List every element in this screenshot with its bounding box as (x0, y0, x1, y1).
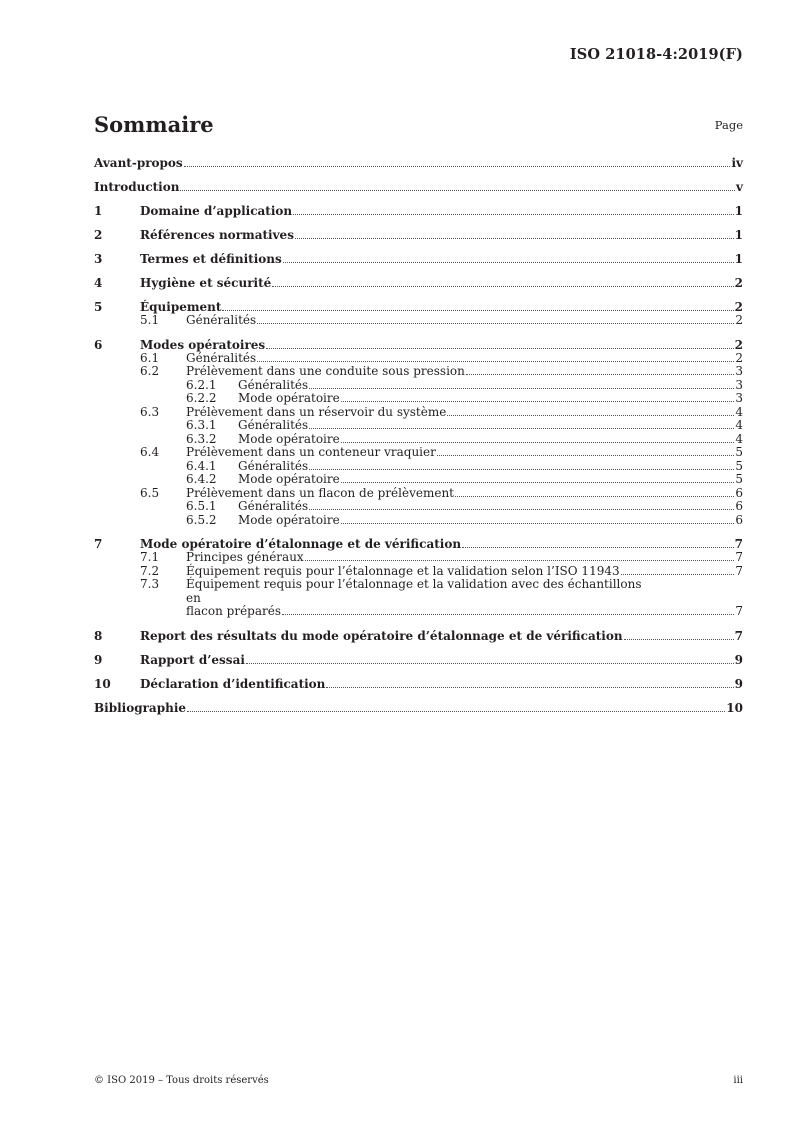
toc-entry-label: Mode opératoire (238, 431, 340, 446)
toc-entry-page: 1 (734, 204, 743, 218)
toc-entry-number: 6.4 (140, 445, 160, 459)
toc-entry-label: Avant-propos (94, 156, 183, 170)
toc-entry-label: Équipement requis pour l’étalonnage et la validation avec des échantillons en (186, 577, 642, 605)
toc-entry-label: Généralités (238, 377, 309, 392)
page-column-label: Page (714, 118, 743, 132)
toc-entry-label: Mode opératoire d’étalonnage et de vérification (140, 537, 462, 551)
toc-entry-label: Équipement (140, 300, 222, 314)
toc-dot-leader (341, 523, 735, 524)
toc-entry-label: Généralités (238, 499, 309, 513)
toc-dot-leader (282, 614, 734, 615)
toc-entry-page: 6 (735, 485, 743, 500)
toc-entry-number: 8 (94, 628, 103, 643)
toc-dot-leader (187, 711, 725, 712)
toc-entry-page: 7 (735, 604, 743, 618)
toc-entry-number: 6.5.2 (186, 512, 217, 527)
toc-entry-page: iv (731, 156, 743, 170)
toc-dot-leader (257, 323, 734, 324)
toc-dot-leader (295, 238, 734, 239)
toc-entry-label: Rapport d’essai (140, 652, 245, 667)
toc-entry[interactable] (94, 379, 743, 393)
toc-entry-page: 6 (735, 499, 743, 513)
toc-entry[interactable] (94, 565, 743, 579)
toc-entry-page: 1 (734, 252, 743, 266)
toc-entry-number: 6.3 (140, 404, 160, 419)
toc-entry-number: 6.2.2 (186, 391, 217, 405)
toc-entry-label: Prélèvement dans un flacon de prélèvement (186, 485, 455, 500)
toc-entry[interactable] (94, 629, 743, 643)
toc-entry[interactable] (94, 473, 743, 487)
toc-entry-number: 6.4.1 (186, 458, 217, 473)
toc-entry-label: Report des résultats du mode opératoire d’étalonnage et de vérification (140, 628, 623, 643)
toc-entry-page: 5 (735, 445, 743, 459)
toc-dot-leader (341, 482, 735, 483)
toc-entry-label: Prélèvement dans un réservoir du système (186, 404, 447, 419)
toc-entry-page: 2 (735, 313, 743, 327)
toc-entry[interactable] (94, 500, 743, 514)
toc-entry-page: 3 (735, 377, 743, 392)
toc-dot-leader (283, 262, 734, 263)
toc-entry[interactable] (94, 433, 743, 447)
toc-entry[interactable] (94, 156, 743, 170)
toc-entry[interactable] (94, 701, 743, 715)
toc-entry-label: Équipement requis pour l’étalonnage et la validation selon l’ISO 11943 (186, 563, 620, 578)
toc-dot-leader (437, 455, 735, 456)
toc-entry[interactable] (94, 578, 743, 619)
toc-entry-label-continued: flacon préparés (186, 604, 281, 618)
toc-entry-label: Termes et définitions (140, 252, 282, 266)
toc-dot-leader (621, 574, 735, 575)
toc-entry-page: 3 (735, 364, 743, 378)
toc-entry-number: 6.1 (140, 350, 160, 365)
toc-entry-page: v (736, 180, 743, 194)
toc-entry[interactable] (94, 228, 743, 242)
toc-entry-page: 7 (734, 628, 743, 643)
toc-entry-label: Déclaration d’identification (140, 676, 326, 691)
toc-entry-label: Généralités (238, 418, 309, 432)
toc-entry-label: Domaine d’application (140, 204, 293, 218)
toc-entry-label: Généralités (186, 313, 257, 327)
toc-entry-page: 9 (734, 676, 743, 691)
toc-entry-page: 5 (735, 472, 743, 486)
toc-entry-label: Généralités (186, 350, 257, 365)
toc-entry-number: 4 (94, 276, 103, 290)
toc-entry-page: 2 (735, 350, 743, 365)
toc-entry[interactable] (94, 365, 743, 379)
toc-dot-leader (266, 348, 733, 349)
toc-entry-number: 5 (94, 300, 103, 314)
toc-entry-page: 2 (734, 276, 743, 290)
toc-entry-number: 7 (94, 537, 103, 551)
toc-entry-number: 6 (94, 337, 103, 352)
toc-entry-number: 7.1 (140, 550, 160, 564)
toc-entry-page: 4 (735, 404, 743, 419)
toc-entry-label: Bibliographie (94, 700, 187, 715)
toc-entry[interactable] (94, 276, 743, 290)
toc-dot-leader (184, 166, 731, 167)
toc-entry[interactable] (94, 204, 743, 218)
toc-entry-page: 1 (734, 228, 743, 242)
toc-dot-leader (341, 401, 735, 402)
toc-entry[interactable] (94, 392, 743, 406)
toc-entry-page: 2 (734, 337, 743, 352)
toc-dot-leader (305, 560, 735, 561)
toc-dot-leader (293, 214, 734, 215)
toc-entry-number: 6.4.2 (186, 472, 217, 486)
table-of-contents (94, 152, 743, 715)
toc-entry-number: 9 (94, 652, 103, 667)
toc-entry[interactable] (94, 446, 743, 460)
toc-entry[interactable] (94, 352, 743, 366)
toc-dot-leader (309, 469, 734, 470)
toc-entry-page: 6 (735, 512, 743, 527)
toc-dot-leader (466, 374, 735, 375)
toc-dot-leader (462, 547, 734, 548)
toc-entry-number: 7.3 (140, 577, 160, 591)
toc-entry[interactable] (94, 314, 743, 328)
toc-dot-leader (272, 286, 733, 287)
toc-entry-label: Mode opératoire (238, 391, 340, 405)
toc-entry[interactable] (94, 537, 743, 551)
toc-entry-label: Mode opératoire (238, 472, 340, 486)
toc-entry[interactable] (94, 460, 743, 474)
toc-dot-leader (341, 442, 735, 443)
toc-entry-page: 4 (735, 418, 743, 432)
footer-page-number: iii (733, 1075, 743, 1086)
toc-entry-number: 6.3.1 (186, 418, 217, 432)
toc-entry-number: 6.3.2 (186, 431, 217, 446)
document-header-standard-id: ISO 21018-4:2019(F) (569, 46, 743, 63)
toc-entry[interactable] (94, 252, 743, 266)
toc-dot-leader (326, 687, 733, 688)
toc-entry-number: 7.2 (140, 563, 160, 578)
toc-entry-number: 10 (94, 676, 111, 691)
toc-dot-leader (222, 310, 733, 311)
toc-entry-number: 3 (94, 252, 103, 266)
toc-entry-label: Introduction (94, 180, 180, 194)
toc-entry-label: Principes généraux (186, 550, 304, 564)
toc-entry-label: Prélèvement dans une conduite sous pression (186, 364, 465, 378)
toc-dot-leader (180, 190, 735, 191)
toc-dot-leader (309, 428, 734, 429)
toc-entry[interactable] (94, 514, 743, 528)
toc-dot-leader (257, 361, 734, 362)
toc-entry-number: 6.5.1 (186, 499, 217, 513)
toc-entry-number: 6.5 (140, 485, 160, 500)
toc-dot-leader (455, 496, 734, 497)
toc-entry-label: Modes opératoires (140, 337, 266, 352)
toc-entry[interactable] (94, 487, 743, 501)
toc-entry[interactable] (94, 180, 743, 194)
toc-entry-page: 10 (726, 700, 743, 715)
toc-dot-leader (246, 663, 734, 664)
toc-entry-page: 7 (735, 563, 743, 578)
toc-entry-label: Mode opératoire (238, 512, 340, 527)
toc-entry-page: 5 (735, 458, 743, 473)
toc-entry[interactable] (94, 653, 743, 667)
footer-copyright: © ISO 2019 – Tous droits réservés (94, 1075, 269, 1086)
toc-dot-leader (309, 509, 734, 510)
toc-entry-number: 6.2.1 (186, 377, 217, 392)
toc-entry[interactable] (94, 406, 743, 420)
toc-entry[interactable] (94, 419, 743, 433)
toc-entry[interactable] (94, 300, 743, 314)
toc-entry-page: 9 (734, 652, 743, 667)
toc-entry-number: 6.2 (140, 364, 160, 378)
toc-entry-label: Références normatives (140, 228, 294, 242)
toc-dot-leader (309, 388, 734, 389)
toc-entry-page: 3 (735, 391, 743, 405)
toc-dot-leader (624, 639, 734, 640)
toc-entry-label: Généralités (238, 458, 309, 473)
toc-entry-label: Hygiène et sécurité (140, 276, 272, 290)
toc-entry-page: 2 (734, 300, 743, 314)
toc-entry-page: 7 (735, 550, 743, 564)
toc-entry[interactable] (94, 551, 743, 565)
toc-entry-page: 7 (734, 537, 743, 551)
page-title: Sommaire (94, 112, 214, 137)
toc-entry[interactable] (94, 677, 743, 691)
toc-entry-label: Prélèvement dans un conteneur vraquier (186, 445, 436, 459)
toc-entry-number: 2 (94, 228, 103, 242)
toc-entry[interactable] (94, 338, 743, 352)
toc-entry-number: 1 (94, 204, 103, 218)
toc-entry-number: 5.1 (140, 313, 160, 327)
toc-entry-page: 4 (735, 431, 743, 446)
toc-dot-leader (447, 415, 734, 416)
